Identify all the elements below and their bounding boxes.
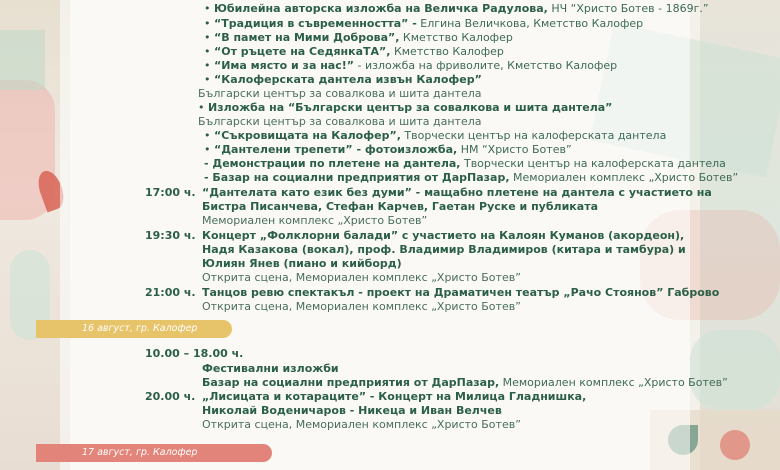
- day-ribbon-16-august: 16 август, гр. Калофер: [36, 320, 232, 338]
- event-place: Открита сцена, Мемориален комплекс „Христо Ботев”: [202, 300, 521, 313]
- list-item: • “Има място и за нас!” - изложба на фриволите, Кметство Калофер: [204, 59, 618, 72]
- event-place: Открита сцена, Мемориален комплекс „Христо Ботев”: [202, 271, 521, 284]
- event-title: Концерт „Фолклорни балади” с участието на Калоян Куманов (акордеон),: [202, 229, 685, 242]
- list-item-subtitle: Български център за совалкова и шита дантела: [198, 115, 482, 128]
- event-title: Базар на социални предприятия от ДарПазар, Мемориален комплекс „Христо Ботев”: [202, 376, 728, 389]
- event-place: Открита сцена, Мемориален комплекс „Христо Ботев”: [202, 418, 521, 431]
- event-title: „Лисицата и котараците” - Концерт на Милица Гладнишка,: [202, 390, 587, 403]
- list-item-subtitle: Български център за совалкова и шита дантела: [198, 87, 482, 100]
- event-time: 10.00 – 18.00 ч.: [145, 347, 244, 360]
- event-title: Танцов ревю спектакъл - проект на Драматичен театър „Рачо Стоянов” Габрово: [202, 286, 720, 299]
- event-time: 17:00 ч.: [145, 186, 196, 199]
- list-item: • “Калоферската дантела извън Калофер”: [204, 73, 482, 86]
- list-item: • “Традиция в съвременността” - Елгина Величкова, Кметство Калофер: [204, 17, 644, 30]
- list-item: • Изложба на “Български център за совалкова и шита дантела”: [198, 101, 613, 114]
- event-title: Фестивални изложби: [202, 362, 339, 375]
- list-item: • “От ръцете на СедянкаТА”, Кметство Калофер: [204, 45, 504, 58]
- list-item: - Демонстрации по плетене на дантела, Творчески център на калоферската дантела: [204, 157, 726, 170]
- list-item: • Юбилейна авторска изложба на Величка Радулова, НЧ “Христо Ботев - 1869г.”: [204, 2, 709, 15]
- event-title: “Дантелата като език без думи” - мащабно плетене на дантела с участието на: [202, 186, 712, 199]
- event-place: Мемориален комплекс „Христо Ботев”: [202, 214, 428, 227]
- list-item: - Базар на социални предприятия от ДарПазар, Мемориален комплекс „Христо Ботев”: [204, 171, 739, 184]
- event-title: Николай Воденичаров - Никеца и Иван Велчев: [202, 404, 502, 417]
- list-item: • “В памет на Мими Доброва”, Кметство Калофер: [204, 31, 513, 44]
- day-ribbon-17-august: 17 август, гр. Калофер: [36, 444, 272, 462]
- event-time: 20.00 ч.: [145, 390, 196, 403]
- event-title: Бистра Писанчева, Стефан Карчев, Гаетан Руске и публиката: [202, 200, 598, 213]
- event-time: 19:30 ч.: [145, 229, 196, 242]
- event-time: 21:00 ч.: [145, 286, 196, 299]
- event-title: Надя Казакова (вокал), проф. Владимир Владимиров (китара и тамбура) и: [202, 243, 686, 256]
- list-item: • “Дантелени трепети” - фотоизложба, НМ “Христо Ботев”: [204, 143, 572, 156]
- list-item: • “Съкровищата на Калофер”, Творчески център на калоферската дантела: [204, 129, 667, 142]
- event-title: Юлиян Янев (пиано и кийборд): [202, 257, 402, 270]
